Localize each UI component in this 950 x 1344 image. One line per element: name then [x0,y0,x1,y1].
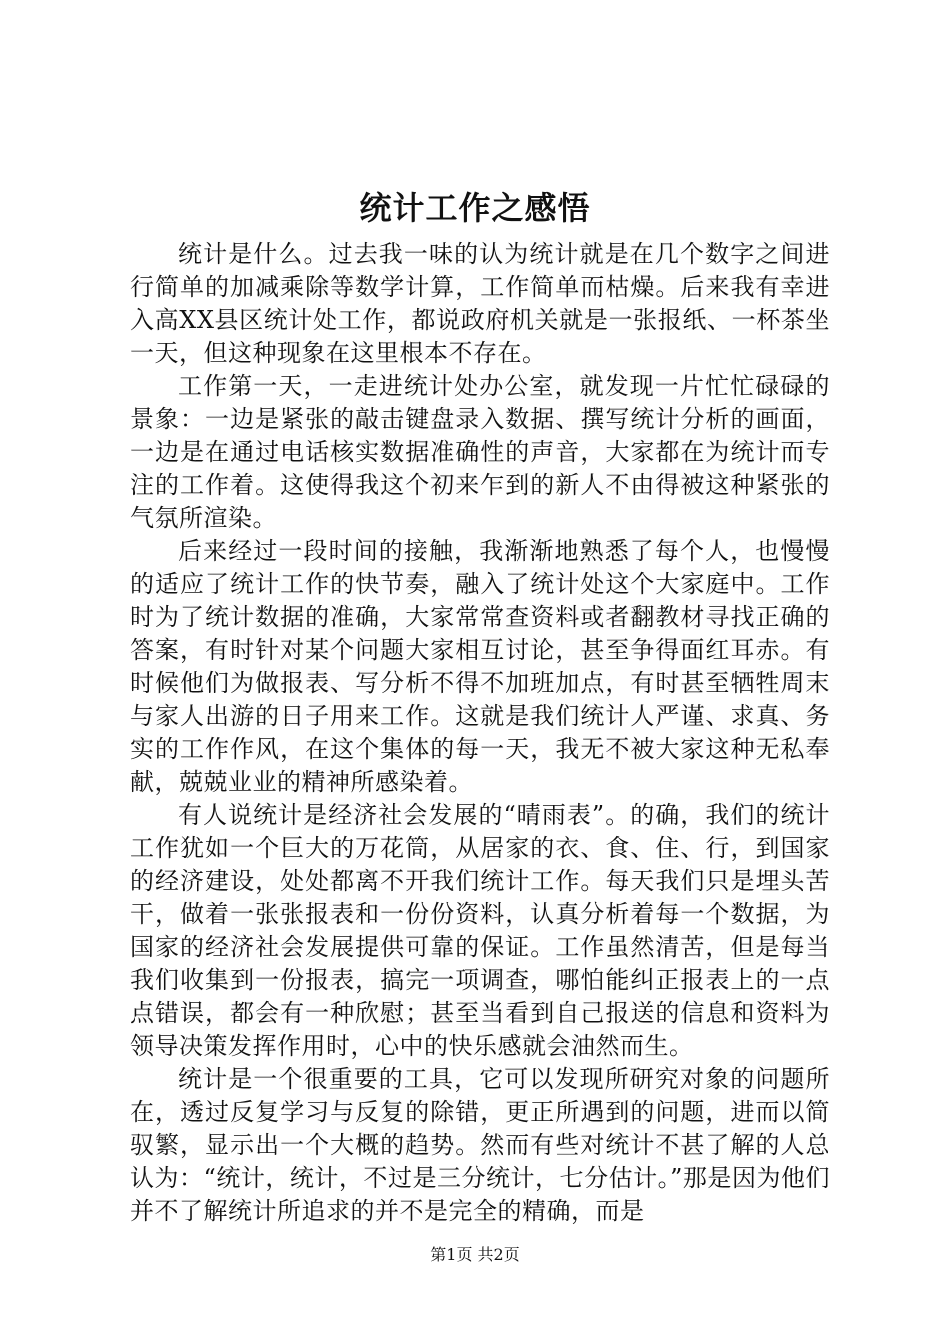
paragraph-2: 工作第一天，一走进统计处办公室，就发现一片忙忙碌碌的景象：一边是紧张的敲击键盘录入数据、撰写统计分析的画面，一边是在通过电话核实数据准确性的声音，大家都在为统计而专注的工作着。这使得我这个初来乍到的新人不由得被这种紧张的气氛所渲染。 [130,372,830,532]
paragraph-5: 统计是一个很重要的工具，它可以发现所研究对象的问题所在，透过反复学习与反复的除错，更正所遇到的问题，进而以简驭繁，显示出一个大概的趋势。然而有些对统计不甚了解的人总认为：“统计，统计，不过是三分统计，七分估计。”那是因为他们并不了解统计所追求的并不是完全的精确，而是 [130,1065,830,1225]
paragraph-3: 后来经过一段时间的接触，我渐渐地熟悉了每个人，也慢慢的适应了统计工作的快节奏，融入了统计处这个大家庭中。工作时为了统计数据的准确，大家常常查资料或者翻教材寻找正确的答案，有时针对某个问题大家相互讨论，甚至争得面红耳赤。有时候他们为做报表、写分析不得不加班加点，有时甚至牺牲周末与家人出游的日子用来工作。这就是我们统计人严谨、求真、务实的工作作风，在这个集体的每一天，我无不被大家这种无私奉献，兢兢业业的精神所感染着。 [130,537,830,796]
document-body [130,238,830,1228]
page-footer: 第1页 共2页 [430,1245,520,1264]
paragraph-1: 统计是什么。过去我一味的认为统计就是在几个数字之间进行简单的加减乘除等数学计算，工作简单而枯燥。后来我有幸进入高XX县区统计处工作，都说政府机关就是一张报纸、一杯茶坐一天，但这种现象在这里根本不存在。 [130,240,830,367]
document-title: 统计工作之感悟 [359,189,591,227]
paragraph-4: 有人说统计是经济社会发展的“晴雨表”。的确，我们的统计工作犹如一个巨大的万花筒，从居家的衣、食、住、行，到国家的经济建设，处处都离不开我们统计工作。每天我们只是埋头苦干，做着一张张报表和一份份资料，认真分析着每一个数据，为国家的经济社会发展提供可靠的保证。工作虽然清苦，但是每当我们收集到一份报表，搞完一项调查，哪怕能纠正报表上的一点点错误，都会有一种欣慰；甚至当看到自己报送的信息和资料为领导决策发挥作用时，心中的快乐感就会油然而生。 [130,801,830,1060]
